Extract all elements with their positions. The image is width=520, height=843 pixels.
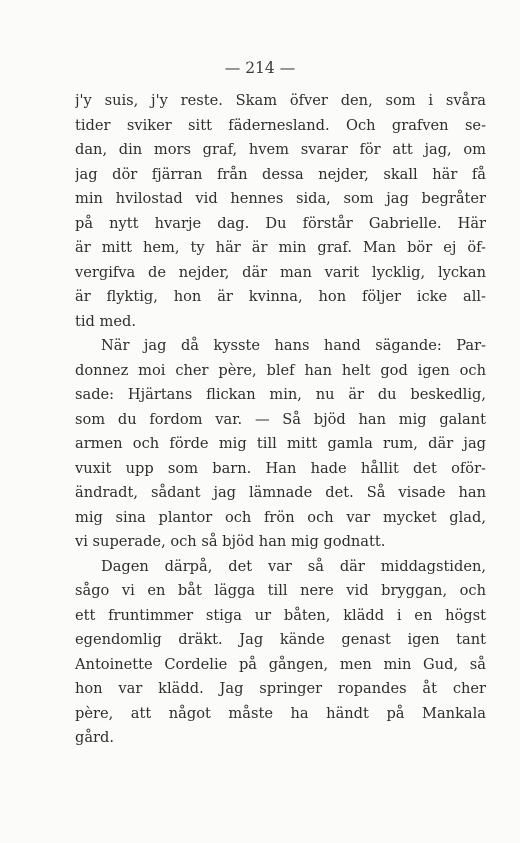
text-line: på nytt hvarje dag. Du förstår Gabrielle. Här bbox=[75, 214, 486, 232]
text-line: dan, din mors graf, hvem svarar för att jag, om bbox=[75, 141, 486, 158]
text-line: egendomlig dräkt. Jag kände genast igen tant bbox=[75, 631, 486, 648]
text-line: armen och förde mig till mitt gamla rum, där jag bbox=[75, 435, 486, 452]
text-line: jag dör fjärran från dessa nejder, skall här få bbox=[75, 165, 486, 183]
text-line: gård. bbox=[75, 729, 114, 746]
text-line: Dagen därpå, det var så där middagstiden, bbox=[101, 557, 486, 575]
text-line: När jag då kysste hans hand sägande: Par- bbox=[101, 337, 486, 354]
text-line: donnez moi cher père, blef han helt god igen och bbox=[75, 361, 486, 379]
text-line: vi superade, och så bjöd han mig godnatt. bbox=[75, 533, 386, 550]
text-line: hon var klädd. Jag springer ropandes åt cher bbox=[75, 680, 486, 697]
text-line: är mitt hem, ty här är min graf. Man bör ej öf- bbox=[75, 239, 486, 256]
text-line: vuxit upp som barn. Han hade hållit det oför- bbox=[75, 459, 486, 477]
text-line: sade: Hjärtans flickan min, nu är du beskedlig, bbox=[75, 386, 486, 403]
text-line: min hvilostad vid hennes sida, som jag begråter bbox=[75, 190, 486, 207]
text-line: Antoinette Cordelie på gången, men min Gud, så bbox=[75, 655, 486, 673]
text-line: tid med. bbox=[75, 312, 136, 330]
text-line: tider sviker sitt fäderneslаnd. Och grafven se- bbox=[75, 116, 486, 134]
text-line: ändradt, sådant jag lämnade det. Så visade han bbox=[75, 484, 486, 501]
body-text bbox=[75, 89, 486, 751]
text-line: sågo vi en båt lägga till nere vid bryggan, och bbox=[75, 582, 486, 599]
text-line: som du fordom var. — Så bjöd han mig galant bbox=[75, 410, 486, 428]
text-line: är flyktig, hon är kvinna, hon följer icke all- bbox=[75, 288, 486, 305]
text-line: j'y suis, j'y reste. Skam öfver den, som i svåra bbox=[75, 92, 486, 109]
page-number: — 214 — bbox=[224, 59, 296, 77]
text-line: ett fruntimmer stiga ur båten, klädd i en högst bbox=[75, 606, 486, 624]
text-line: vergifva de nejder, där man varit lycklig, lyckan bbox=[75, 263, 486, 281]
text-line: père, att något måste ha händt på Mankala bbox=[75, 704, 486, 722]
text-line: mig sina plantor och frön och var mycket glad, bbox=[75, 508, 486, 526]
